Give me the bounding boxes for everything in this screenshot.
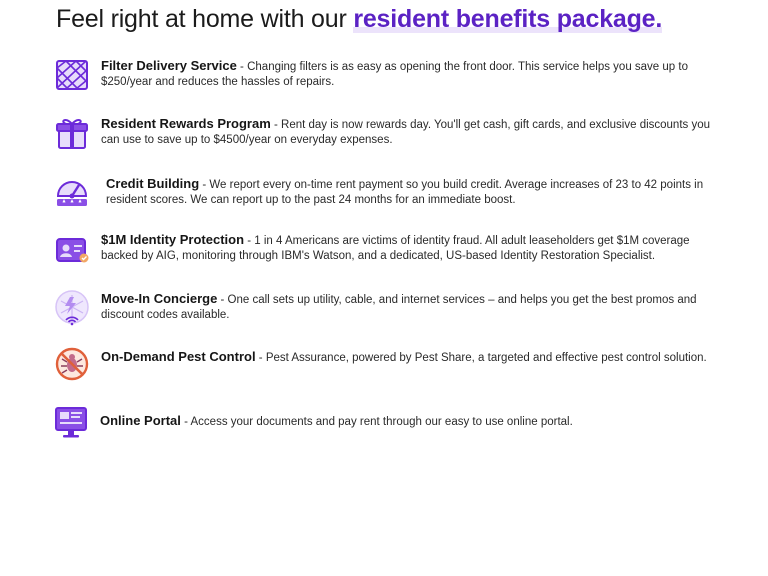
benefit-filter-delivery [0,56,768,104]
benefit-text: Pest Assurance, powered by Pest Share, a targeted and effective pest control solution. [265,352,707,364]
benefit-credit-building [0,172,768,220]
benefit-title: On-Demand Pest Control [101,349,256,364]
benefit-separator: - [217,294,228,306]
benefit-text: Rent day is now rewards day. You'll get cash, gift cards, and exclusive discounts you can use to save up to $4500/year on everyday expenses. [101,119,711,146]
benefit-title: $1M Identity Protection [101,232,245,247]
benefit-title: Online Portal [100,413,181,428]
benefit-description [101,291,723,323]
benefit-text: 1 in 4 Americans are victims of identity fraud. All adult leaseholders get $1M coverage backed by AIG, monitoring through IBM's Watson, and a dedicated, US-based Identity Restoration Specialist. [101,235,690,262]
benefit-resident-rewards [0,114,768,162]
page-title-accent: resident benefits package. [353,5,663,33]
benefit-separator: - [244,235,255,247]
identity-card-icon [53,230,91,268]
benefit-description [101,232,723,264]
benefit-title: Credit Building [106,176,200,191]
benefit-title: Filter Delivery Service [101,58,237,73]
benefit-pest-control [0,346,768,394]
benefit-description [101,349,723,366]
benefit-separator: - [236,61,248,73]
no-pest-icon [53,346,91,384]
benefit-title: Resident Rewards Program [101,116,271,131]
benefit-description [100,413,722,430]
benefit-description [101,58,723,90]
benefit-text: One call sets up utility, cable, and internet services – and helps you get the best promos and discount codes available. [101,294,697,321]
concierge-services-icon [53,289,91,327]
benefit-text: We report every on-time rent payment so you build credit. Average increases of 23 to 42 points in resident scores. We can report up to the past 24 months for an immediate boost. [106,179,704,206]
benefit-online-portal [0,404,768,452]
filter-grid-icon [53,56,91,94]
benefit-identity-protection [0,230,768,278]
benefit-separator: - [270,119,282,131]
benefit-title: Move-In Concierge [101,291,218,306]
benefit-description [101,116,723,148]
benefit-move-in-concierge [0,289,768,337]
page-title-lead: Feel right at home with our [56,5,354,33]
benefit-description [106,176,728,208]
benefit-text: Changing filters is as easy as opening the front door. This service helps you save up to $250/year and reduces the hassles of repairs. [101,61,688,88]
benefit-separator: - [199,179,210,191]
benefit-text: Access your documents and pay rent through our easy to use online portal. [190,416,573,428]
gift-box-icon [53,114,91,152]
benefit-separator: - [255,352,266,364]
online-portal-monitor-icon [53,404,91,442]
benefit-separator: - [180,416,191,428]
page-title [56,3,662,35]
credit-gauge-icon [53,172,91,210]
